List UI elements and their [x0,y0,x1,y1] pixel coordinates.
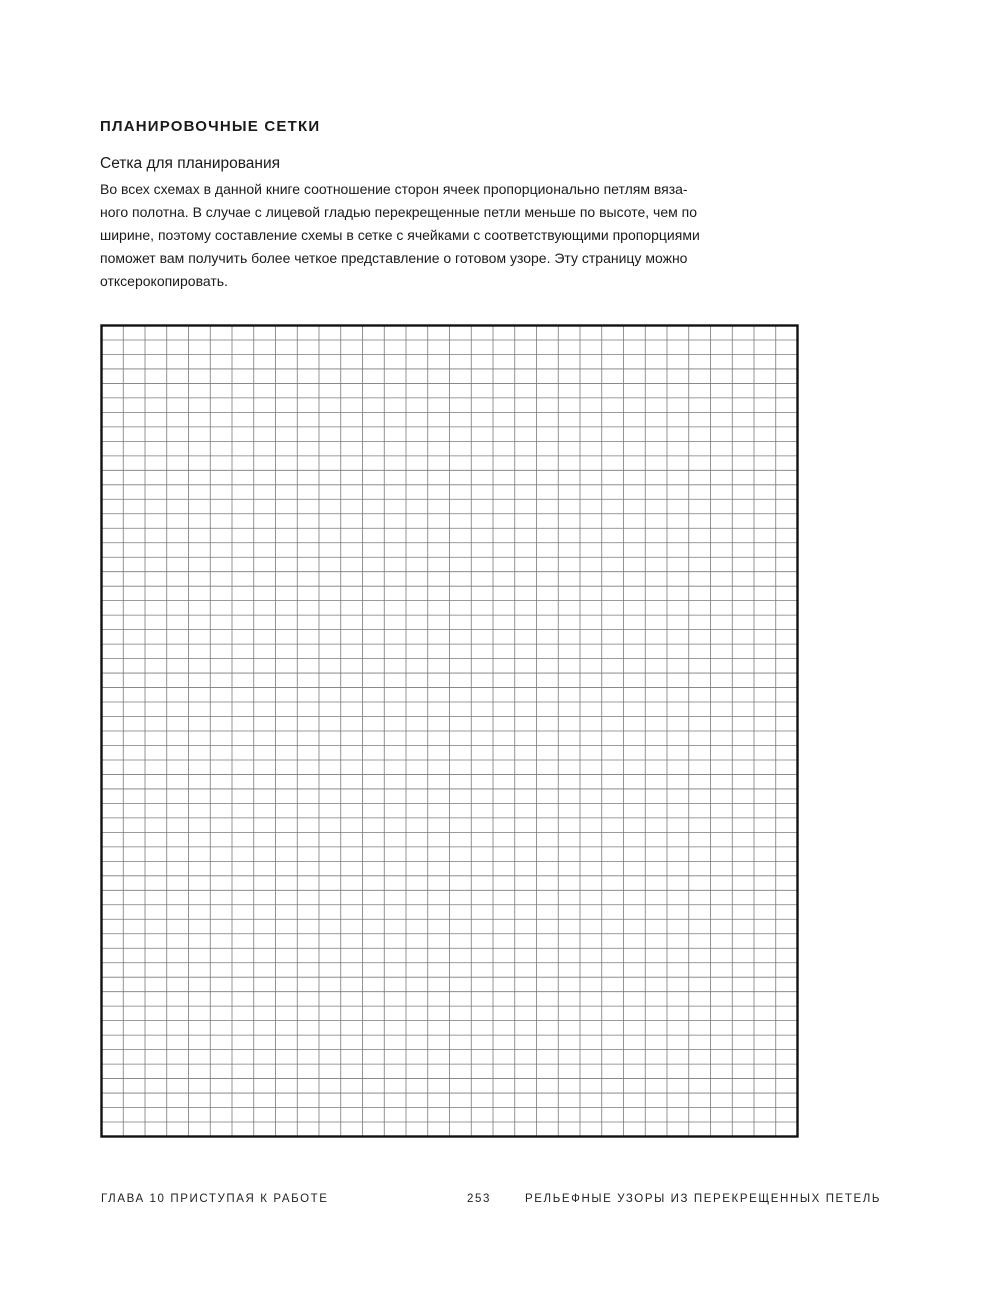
paragraph-line: Во всех схемах в данной книге соотношение сторон ячеек пропорционально петлям вяза- [100,181,688,197]
planning-grid [100,324,799,1138]
footer-section: РЕЛЬЕФНЫЕ УЗОРЫ ИЗ ПЕРЕКРЕЩЕННЫХ ПЕТЕЛЬ [525,1193,882,1205]
section-title: ПЛАНИРОВОЧНЫЕ СЕТКИ [100,118,321,135]
body-paragraph [100,178,740,293]
paragraph-line: ширине, поэтому составление схемы в сетке с ячейками с соответствующими пропорциями [100,227,700,243]
subsection-title: Сетка для планирования [100,155,281,172]
planning-grid-canvas [100,324,799,1138]
footer-page-number: 253 [467,1193,491,1205]
paragraph-line: ного полотна. В случае с лицевой гладью перекрещенные петли меньше по высоте, чем по [100,204,698,220]
paragraph-line: поможет вам получить более четкое представление о готовом узоре. Эту страницу можно [100,250,688,266]
paragraph-line: отксерокопировать. [100,273,228,289]
footer-chapter: ГЛАВА 10 ПРИСТУПАЯ К РАБОТЕ [101,1193,329,1205]
